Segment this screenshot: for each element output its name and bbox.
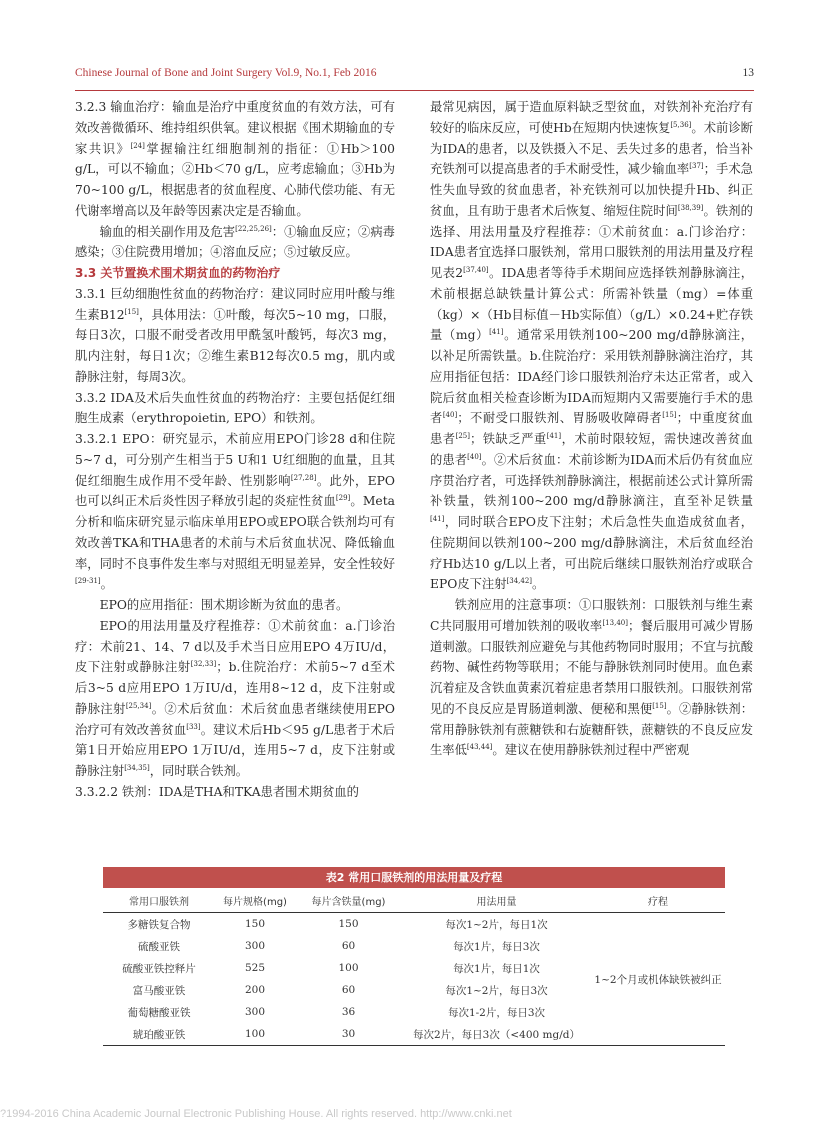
col-header-spec: 每片规格(mg) xyxy=(215,888,295,913)
table-title: 表2 常用口服铁剂的用法用量及疗程 xyxy=(103,867,725,888)
paragraph-megaloblastic: 3.3.1 巨幼细胞性贫血的药物治疗：建议同时应用叶酸与维生素B12[15]，具体用法：①叶酸，每次5~10 mg，口服，每日3次，口服不耐受者改用甲酰氢叶酸钙，每次3 mg，肌内注射，每日1次；②维生素B12每次0.5 mg，肌内或静脉注射，每周3次。 xyxy=(75,286,395,384)
right-column xyxy=(430,97,753,761)
paragraph-transfusion-risks: 输血的相关副作用及危害[22,25,26]：①输血反应；②病毒感染；③住院费用增加；④溶血反应；⑤过敏反应。 xyxy=(75,224,395,260)
paragraph-transfusion: 3.2.3 输血治疗：输血是治疗中重度贫血的有效方法，可有效改善微循环、维持组织供氧。建议根据《围术期输血的专家共识》[24]掌握输注红细胞制剂的指征：①Hb＞100 g/L，可以不输血；②Hb＜70 g/L，应考虑输血；③Hb为70~100 g/L，根据患者的贫血程度、心肺代偿功能、有无代谢率增高以及年龄等因素决定是否输血。 xyxy=(75,100,395,218)
page-number: 13 xyxy=(742,67,754,79)
table-row: 葡萄糖酸亚铁 300 36 每次1-2片，每日3次 xyxy=(127,1006,546,1019)
paragraph-epo-indication: EPO的应用指征：围术期诊断为贫血的患者。 xyxy=(99,598,349,612)
table-row: 硫酸亚铁控释片 525 100 每次1片，每日1次 xyxy=(122,962,540,975)
col-header-drug: 常用口服铁剂 xyxy=(103,888,215,913)
col-header-usage: 用法用量 xyxy=(402,888,591,913)
course-cell: 1~2个月或机体缺铁被纠正 xyxy=(591,913,725,1046)
section-heading: 3.3 关节置换术围术期贫血的药物治疗 xyxy=(75,266,281,280)
header-divider xyxy=(75,90,754,91)
table-header-row xyxy=(103,888,725,913)
col-header-iron: 每片含铁量(mg) xyxy=(295,888,402,913)
table-row: 多糖铁复合物 150 150 每次1~2片，每日1次 1~2个月或机体缺铁被纠正 xyxy=(103,913,725,936)
table-row: 琥珀酸亚铁 100 30 每次2片，每日3次（<400 mg/d） xyxy=(103,1023,725,1046)
col-header-course: 疗程 xyxy=(591,888,725,913)
paragraph-iron-precautions: 铁剂应用的注意事项：①口服铁剂：口服铁剂与维生素C共同服用可增加铁剂的吸收率[13,40]；餐后服用可减少胃肠道刺激。口服铁剂应避免与其他药物同时服用；不宜与抗酸药物、碱性药物等联用；不能与静脉铁剂同时使用。血色素沉着症及含铁血黄素沉着症患者禁用口服铁剂。口服铁剂常见的不良反应是胃肠道刺激、便秘和黑便[15]。②静脉铁剂：常用静脉铁剂有蔗糖铁和右旋糖酐铁，蔗糖铁的不良反应发生率低[43,44]。建议在使用静脉铁剂过程中严密观 xyxy=(430,598,753,758)
journal-citation: Chinese Journal of Bone and Joint Surgery Vol.9, No.1, Feb 2016 xyxy=(75,67,377,79)
running-header xyxy=(75,67,754,85)
paragraph-iron-therapy: 最常见病因，属于造血原料缺乏型贫血，对铁剂补充治疗有较好的临床反应，可使Hb在短期内快速恢复[5,36]。术前诊断为IDA的患者，以及铁摄入不足、丢失过多的患者，恰当补充铁剂可以提高患者的手术耐受性，减少输血率[37]；手术急性失血导致的贫血患者，补充铁剂可以加快提升Hb、纠正贫血，且有助于患者术后恢复、缩短住院时间[38,39]。铁剂的选择、用法用量及疗程推荐：①术前贫血：a.门诊治疗：IDA患者宜选择口服铁剂，常用口服铁剂的用法用量及疗程见表2[37,40]。IDA患者等待手术期间应选择铁剂静脉滴注，术前根据总缺铁量计算公式：所需补铁量（mg）=体重（kg）×（Hb目标值－Hb实际值）（g/L）×0.24+贮存铁量（mg）[41]。通常采用铁剂100~200 mg/d静脉滴注，以补足所需铁量。b.住院治疗：采用铁剂静脉滴注治疗，其应用指征包括：IDA经门诊口服铁剂治疗未达正常者，或入院后贫血相关检查诊断为IDA而短期内又需要施行手术的患者[40]；不耐受口服铁剂、胃肠吸收障碍者[15]；中重度贫血患者[25]；铁缺乏严重[41]，术前时限较短，需快速改善贫血的患者[40]。②术后贫血：术前诊断为IDA而术后仍有贫血应序贯治疗者，可选择铁剂静脉滴注，根据前述公式计算所需补铁量，铁剂100~200 mg/d静脉滴注，直至补足铁量[41]，同时联合EPO皮下注射；术后急性失血造成贫血者，住院期间以铁剂100~200 mg/d静脉滴注，术后贫血经治疗Hb达10 g/L以上者，可出院后继续口服铁剂治疗或联合EPO皮下注射[34,42]。 xyxy=(430,100,753,592)
table-row: 硫酸亚铁 300 60 每次1片，每日3次 xyxy=(138,940,540,953)
left-column xyxy=(75,97,395,803)
oral-iron-table xyxy=(103,888,725,1046)
paragraph-epo-dosage: EPO的用法用量及疗程推荐：①术前贫血：a.门诊治疗：术前21、14、7 d以及手术当日应用EPO 4万IU/d，皮下注射或静脉注射[32,33]；b.住院治疗：术前5~7 d至术后3~5 d应用EPO 1万IU/d，连用8~12 d，皮下注射或静脉注射[25,34]。②术后贫血：术后贫血患者继续使用EPO治疗可有效改善贫血[33]。建议术后Hb＜95 g/L患者于术后第1日开始应用EPO 1万IU/d，连用5~7 d，皮下注射或静脉注射[34,35]，同时联合铁剂。 xyxy=(75,618,395,778)
copyright-watermark: ?1994-2016 China Academic Journal Electronic Publishing House. All rights reserved. http://www.cnki.net xyxy=(0,1108,512,1120)
table-row: 富马酸亚铁 200 60 每次1~2片，每日3次 xyxy=(132,984,548,997)
paragraph-epo: 3.3.2.1 EPO：研究显示，术前应用EPO门诊28 d和住院5~7 d，可分别产生相当于5 U和1 U红细胞的血量，且其促红细胞生成作用不受年龄、性别影响[27,28]。此外，EPO也可以纠正术后炎性因子释放引起的炎症性贫血[29]。Meta分析和临床研究显示临床单用EPO或EPO联合铁剂均可有效改善TKA和THA患者的术前与术后贫血状况、降低输血率，同时不良事件发生率与对照组无明显差异，安全性较好[29-31]。 xyxy=(75,432,395,592)
paragraph-iron-intro: 3.3.2.2 铁剂：IDA是THA和TKA患者围术期贫血的 xyxy=(75,784,359,799)
paragraph-ida-treatment: 3.3.2 IDA及术后失血性贫血的药物治疗：主要包括促红细胞生成素（erythropoietin, EPO）和铁剂。 xyxy=(75,390,395,426)
table-oral-iron xyxy=(103,867,725,1046)
